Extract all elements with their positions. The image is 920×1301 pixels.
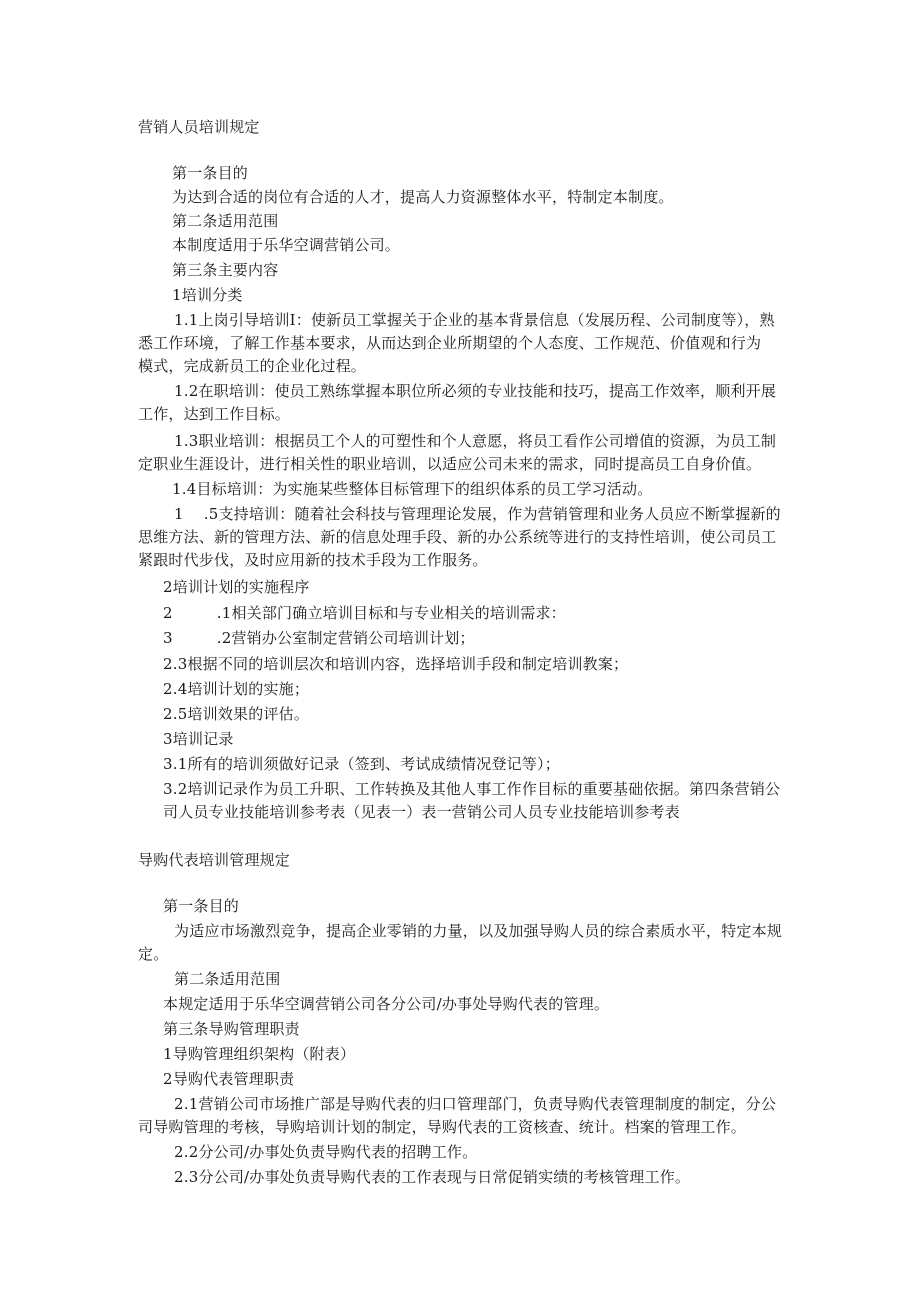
list-number: 1 xyxy=(174,505,184,523)
doc1-article2-heading: 第二条适用范围 xyxy=(172,212,279,230)
doc2-article2-heading: 第二条适用范围 xyxy=(174,970,281,988)
list-text: .1相关部门确立培训目标和与专业相关的培训需求： xyxy=(216,604,566,622)
doc1-paragraph xyxy=(163,627,813,650)
doc1-article1-heading: 第一条目的 xyxy=(172,164,249,182)
doc1-paragraph: 1.3职业培训：根据员工个人的可塑性和个人意愿，将员工看作公司增值的资源，为员工制 xyxy=(174,432,777,450)
list-number: 2 xyxy=(163,604,173,622)
doc1-section-heading: 2培训计划的实施程序 xyxy=(163,578,310,596)
doc1-paragraph: 1.2在职培训：使员工熟练掌握本职位所必须的专业技能和技巧，提高工作效率，顺利开展 xyxy=(174,382,777,400)
doc2-paragraph: 为适应市场激烈竞争，提高企业零销的力量，以及加强导购人员的综合素质水平，特定本规 xyxy=(174,922,783,940)
doc2-paragraph: 2.1营销公司市场推广部是导购代表的归口管理部门，负责导购代表管理制度的制定，分公 xyxy=(174,1095,777,1113)
doc1-paragraph: 2.5培训效果的评估。 xyxy=(163,705,310,723)
doc1-title: 营销人员培训规定 xyxy=(138,118,260,136)
doc2-title: 导购代表培训管理规定 xyxy=(138,851,291,869)
doc1-section-heading: 3培训记录 xyxy=(163,730,234,748)
doc1-paragraph: 3.2培训记录作为员工升职、工作转换及其他人事工作作目标的重要基础依据。第四条营销公 xyxy=(163,780,781,798)
doc1-paragraph: 悉工作环境，了解工作基本要求，从而达到企业所期望的个人态度、工作规范、价值观和行为 xyxy=(138,334,762,352)
doc1-paragraph xyxy=(174,503,824,526)
doc2-section-heading: 2导购代表管理职责 xyxy=(163,1070,295,1088)
doc1-paragraph: 工作，达到工作目标。 xyxy=(138,405,291,423)
doc1-paragraph: 定职业生涯设计，进行相关性的职业培训，以适应公司未来的需求，同时提高员工自身价值。 xyxy=(138,455,762,473)
doc2-paragraph: 定。 xyxy=(138,945,169,963)
list-text: .2营销办公室制定营销公司培训计划； xyxy=(216,629,475,647)
doc1-article3-heading: 第三条主要内容 xyxy=(172,261,279,279)
doc1-paragraph xyxy=(163,602,813,625)
doc1-paragraph: 模式，完成新员工的企业化过程。 xyxy=(138,357,367,375)
doc1-paragraph: 本制度适用于乐华空调营销公司。 xyxy=(172,236,401,254)
doc1-paragraph: 1.4目标培训：为实施某些整体目标管理下的组织体系的员工学习活动。 xyxy=(172,480,653,498)
doc1-paragraph: 思维方法、新的管理方法、新的信息处理手段、新的办公系统等进行的支持性培训，使公司员工 xyxy=(138,528,777,546)
doc2-paragraph: 本规定适用于乐华空调营销公司各分公司/办事处导购代表的管理。 xyxy=(163,995,610,1013)
doc2-article1-heading: 第一条目的 xyxy=(163,897,240,915)
doc1-section-heading: 1培训分类 xyxy=(172,286,243,304)
doc1-paragraph: 紧跟时代步伐，及时应用新的技术手段为工作服务。 xyxy=(138,551,488,569)
doc2-article3-heading: 第三条导购管理职责 xyxy=(163,1020,300,1038)
doc1-paragraph: 为达到合适的岗位有合适的人才，提高人力资源整体水平，特制定本制度。 xyxy=(172,188,674,206)
list-number: 3 xyxy=(163,629,173,647)
doc1-paragraph: 2.3根据不同的培训层次和培训内容，选择培训手段和制定培训教案； xyxy=(163,655,629,673)
doc2-paragraph: 2.3分公司/办事处负责导购代表的工作表现与日常促销实绩的考核管理工作。 xyxy=(174,1168,691,1186)
doc2-paragraph: 2.2分公司/办事处负责导购代表的招聘工作。 xyxy=(174,1143,478,1161)
doc1-paragraph: 2.4培训计划的实施； xyxy=(163,680,310,698)
doc2-paragraph: 司导购管理的考核，导购培训计划的制定，导购代表的工资核查、统计。档案的管理工作。 xyxy=(138,1118,747,1136)
doc1-paragraph: 司人员专业技能培训参考表（见表一）表一营销公司人员专业技能培训参考表 xyxy=(163,803,680,821)
doc2-section-heading: 1导购管理组织架构（附表） xyxy=(163,1045,356,1063)
list-text: .5支持培训：随着社会科技与管理理论发展，作为营销管理和业务人员应不断掌握新的 xyxy=(203,505,781,523)
doc1-paragraph: 1.1上岗引导培训I：使新员工掌握关于企业的基本背景信息（发展历程、公司制度等），熟 xyxy=(174,311,775,329)
doc1-paragraph: 3.1所有的培训须做好记录（签到、考试成绩情况登记等）； xyxy=(163,755,560,773)
